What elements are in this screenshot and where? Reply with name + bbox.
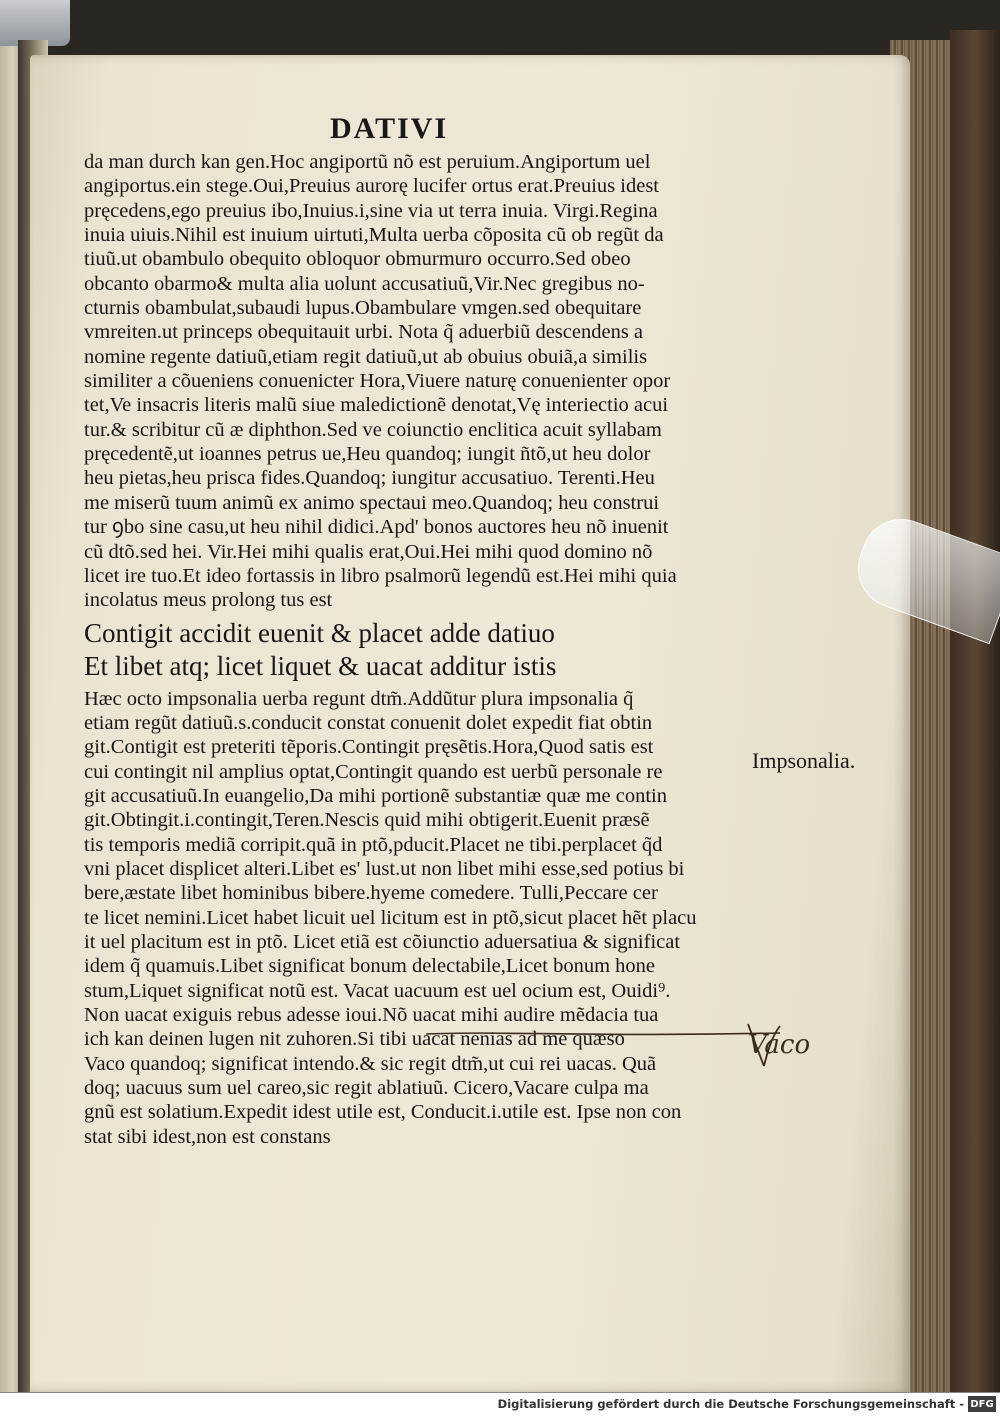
text-line: Vaco quandoq; significat intendo.& sic regit dtm̃,ut cui rei uacas. Quã xyxy=(84,1052,657,1075)
text-line: angiportus.ein stege.Oui,Preuius aurorę lucifer ortus erat.Preuius idest xyxy=(84,175,659,198)
text-line: heu pietas,heu prisca fides.Quandoq; iungitur accusatiuo. Terenti.Heu xyxy=(84,467,655,490)
margin-note-printed: Impsonalia. xyxy=(752,748,856,773)
text-line: tur.& scribitur cũ æ diphthon.Sed ve coiunctio enclitica acuit syllabam xyxy=(84,418,662,441)
body-text xyxy=(84,150,774,1149)
page-header: DATIVI xyxy=(330,112,449,145)
text-line: tiuũ.ut obambulo obequito obloquor obmurmuro occurro.Sed obeo xyxy=(84,248,631,271)
verse-line: Et libet atq; licet liquet & uacat additur istis xyxy=(84,650,557,681)
cover-edge xyxy=(950,30,1000,1392)
text-line: cui contingit nil amplius optat,Contingit quando est uerbũ personale re xyxy=(84,760,663,783)
text-line: vmreiten.ut princeps obequitauit urbi. Nota q̃ aduerbiũ descendens a xyxy=(84,321,644,344)
text-line: etiam regũt datiuũ.s.conducit constat conuenit dolet expedit fiat obtin xyxy=(84,711,653,734)
verse-line: Contigit accidit euenit & placet adde datiuo xyxy=(84,617,555,648)
text-line: Hæc octo impsonalia uerba regunt dtm̃.Addũtur plura impsonalia q̃ xyxy=(84,687,634,710)
text-line: git.Obtingit.i.contingit,Teren.Nescis quid mihi obtigerit.Euenit præsẽ xyxy=(84,809,650,832)
text-line: me miserũ tuum animũ ex animo spectaui meo.Quandoq; heu construi xyxy=(84,491,660,514)
text-line: stum,Liquet significat notũ est. Vacat uacuum est uel ocium est, Ouidi⁹. xyxy=(84,979,671,1002)
text-line: da man durch kan gen.Hoc angiportũ nõ est peruium.Angiportum uel xyxy=(84,151,651,173)
text-line: stat sibi idest,non est constans xyxy=(84,1125,331,1148)
text-line: pręcedens,ego preuius ibo,Inuius.i,sine via ut terra inuia. Virgi.Regina xyxy=(84,199,658,222)
text-line: gnũ est solatium.Expedit idest utile est, Conducit.i.utile est. Ipse non con xyxy=(84,1101,682,1124)
text-line: licet ire tuo.Et ideo fortassis in libro psalmorũ legendũ est.Hei mihi quia xyxy=(84,564,677,587)
text-line: incolatus meus prolong tus est xyxy=(84,589,333,612)
text-line: it uel placitum est in ptõ. Licet etiã est cõiunctio aduersatiua & significat xyxy=(84,930,681,953)
text-line: similiter a cõueniens conuenicter Hora,Viuere naturę conuenienter opor xyxy=(84,370,671,393)
text-line: git accusatiuũ.In euangelio,Da mihi portionẽ substantiæ quæ me contin xyxy=(84,784,667,807)
text-line: obcanto obarmo& multa alia uolunt accusatiuũ,Vir.Nec gregibus no- xyxy=(84,272,645,295)
text-line: tet,Ve insacris literis malũ siue maledictionẽ denotat,Vę interiectio acui xyxy=(84,394,669,417)
text-line: Non uacat exiguis rebus adesse ioui.Nõ uacat mihi audire mẽdacia tua xyxy=(84,1004,659,1026)
text-line: doq; uacuus sum uel careo,sic regit ablatiuũ. Cicero,Vacare culpa ma xyxy=(84,1077,649,1100)
text-line: vni placet displicet alteri.Libet es' lust.ut non libet mihi esse,sed potius bi xyxy=(84,857,685,880)
funding-credit: Digitalisierung gefördert durch die Deutsche Forschungsgemeinschaft - xyxy=(497,1397,964,1411)
text-line: tur ꝯbo sine casu,ut heu nihil didici.Apd' bonos auctores heu nõ inuenit xyxy=(84,516,669,539)
text-line: idem q̃ quamuis.Libet significat bonum delectabile,Licet bonum hone xyxy=(84,955,656,978)
footer-bar xyxy=(0,1392,1000,1417)
dfg-logo: DFG xyxy=(968,1396,996,1412)
text-line: cũ dtõ.sed hei. Vir.Hei mihi qualis erat,Oui.Hei mihi quod domino nõ xyxy=(84,540,653,563)
margin-note-handwritten: Vaco xyxy=(748,1030,811,1060)
handwritten-underline xyxy=(424,1028,784,1040)
text-line: bere,æstate libet hominibus bibere.hyeme comedere. Tulli,Peccare cer xyxy=(84,882,658,905)
text-line: ich kan deinen lugen nit zuhoren.Si tibi uacat nenias ad me quæso xyxy=(84,1028,625,1051)
text-line: cturnis obambulat,subaudi lupus.Obambulare vmgen.sed obequitare xyxy=(84,297,642,320)
text-line: nomine regente datiuũ,etiam regit datiuũ,ut ab obuius obuiã,a similis xyxy=(84,345,648,368)
text-line: pręcedentẽ,ut ioannes petrus ue,Heu quandoq; iungit ñtõ,ut heu dolor xyxy=(84,443,651,466)
text-line: tis temporis mediã corripit.quã in ptõ,pducit.Placet ne tibi.perplacet q̃d xyxy=(84,833,663,856)
text-line: inuia uiuis.Nihil est inuium uirtuti,Multa uerba cõposita cũ ob regũt da xyxy=(84,224,664,247)
text-line: git.Contigit est preteriti tẽporis.Contingit pręsẽtis.Hora,Quod satis est xyxy=(84,736,654,759)
text-line: te licet nemini.Licet habet licuit uel licitum est in ptõ,sicut placet hẽt placu xyxy=(84,906,697,929)
